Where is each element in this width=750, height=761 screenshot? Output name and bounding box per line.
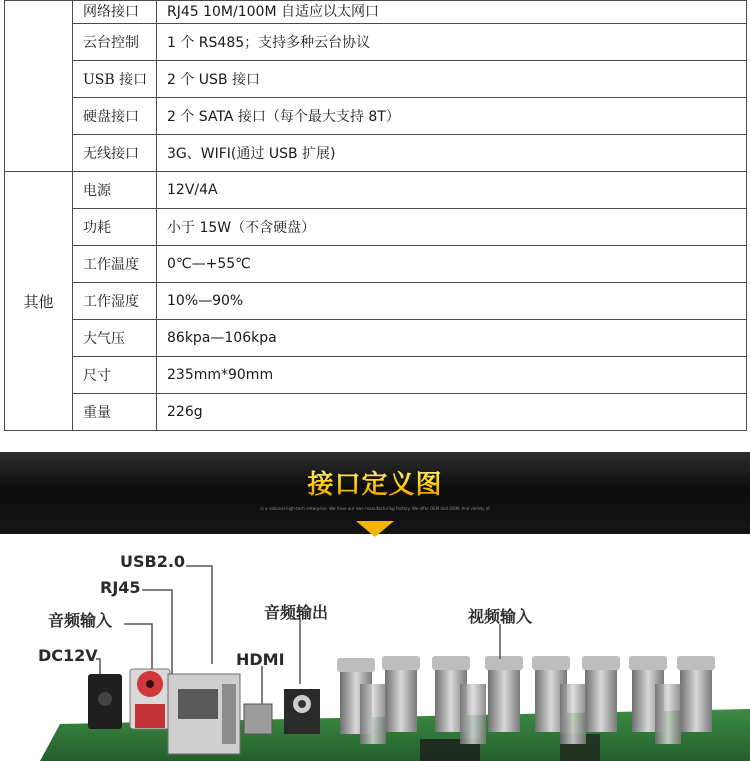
table-row: [5, 1, 747, 24]
table-row: [5, 320, 747, 357]
table-row: [5, 246, 747, 283]
spec-label: 云台控制: [73, 24, 157, 61]
group-cell-empty: [5, 1, 73, 172]
callout-hdmi: HDMI: [236, 650, 285, 669]
table-row: [5, 24, 747, 61]
spec-label: 重量: [73, 394, 157, 431]
spec-label: USB 接口: [73, 61, 157, 98]
callout-audio-out: 音频输出: [264, 603, 329, 622]
spec-value: 0℃—+55℃: [157, 246, 747, 283]
interface-photo: [0, 534, 750, 761]
board-illustration: [0, 534, 750, 761]
spec-label: 无线接口: [73, 135, 157, 172]
banner-subtitle: is a national high-tech enterprise. We have our own manufacturing factory. We offer OEM and ODM. And variety of: [260, 506, 490, 511]
spec-value: 2 个 USB 接口: [157, 61, 747, 98]
banner-title: 接口定义图: [0, 464, 750, 501]
spec-label: 工作湿度: [73, 283, 157, 320]
spec-label: 网络接口: [73, 1, 157, 24]
spec-value: 86kpa—106kpa: [157, 320, 747, 357]
spec-value: 3G、WIFI(通过 USB 扩展): [157, 135, 747, 172]
spec-value: 12V/4A: [157, 172, 747, 209]
rj45-port: [178, 689, 218, 719]
table-row: [5, 394, 747, 431]
table-row: [5, 61, 747, 98]
spec-table: [4, 0, 747, 431]
audio-in-rca-hole: [146, 680, 154, 688]
callout-audio-in: 音频输入: [48, 611, 113, 630]
spec-value: 226g: [157, 394, 747, 431]
spec-label: 大气压: [73, 320, 157, 357]
callout-video-in: 视频输入: [468, 607, 533, 626]
table-row: [5, 357, 747, 394]
spec-value: 小于 15W（不含硬盘）: [157, 209, 747, 246]
table-row: [5, 172, 747, 209]
spec-value: 1 个 RS485；支持多种云台协议: [157, 24, 747, 61]
callout-usb: USB2.0: [120, 552, 186, 571]
spec-label: 工作温度: [73, 246, 157, 283]
usb-port: [222, 684, 236, 744]
spec-label: 硬盘接口: [73, 98, 157, 135]
table-row: [5, 135, 747, 172]
spec-value: 2 个 SATA 接口（每个最大支持 8T）: [157, 98, 747, 135]
spec-label: 电源: [73, 172, 157, 209]
table-row: [5, 98, 747, 135]
hdmi-port: [244, 704, 272, 734]
spec-label: 尺寸: [73, 357, 157, 394]
callout-rj45: RJ45: [100, 578, 141, 597]
spec-value: 10%—90%: [157, 283, 747, 320]
dc-jack-hole: [98, 692, 112, 706]
callout-dc12v: DC12V: [38, 646, 98, 665]
spec-value: RJ45 10M/100M 自适应以太网口: [157, 1, 747, 24]
audio-in-rca-base: [135, 704, 165, 728]
spec-label: 功耗: [73, 209, 157, 246]
table-row: [5, 209, 747, 246]
table-row: [5, 283, 747, 320]
group-cell-other: 其他: [5, 172, 73, 431]
spec-value: 235mm*90mm: [157, 357, 747, 394]
